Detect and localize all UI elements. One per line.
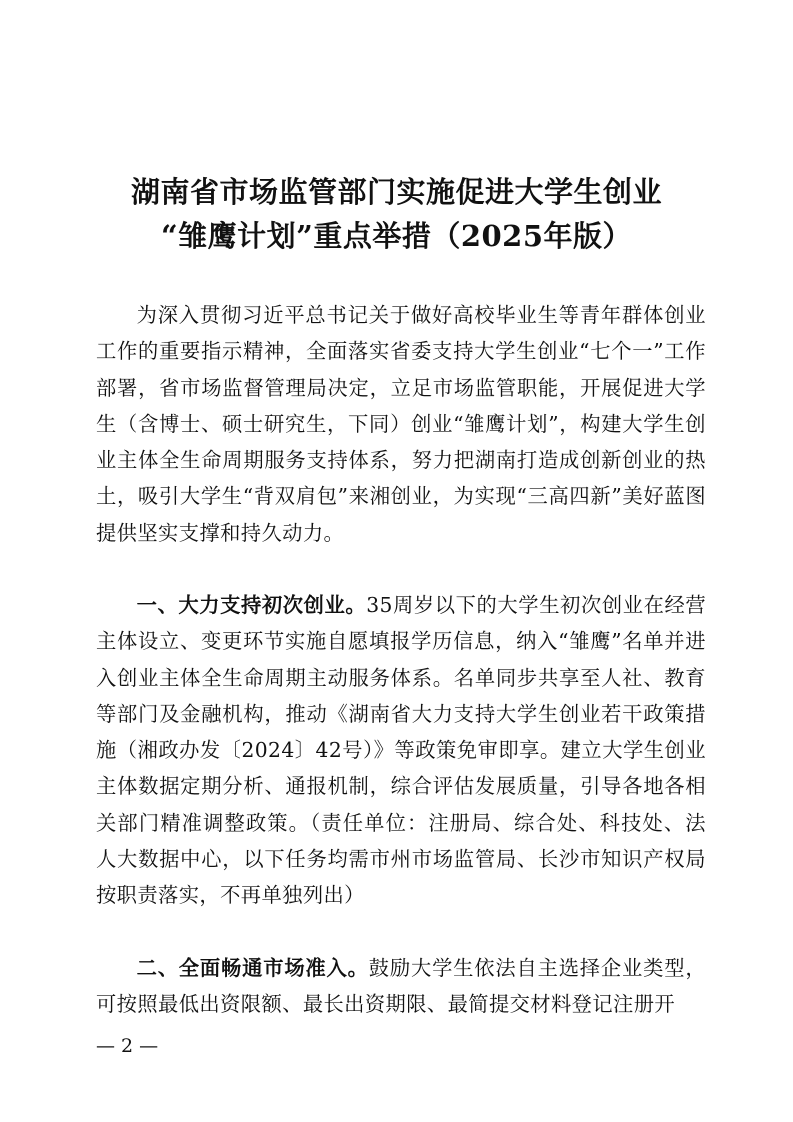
section-2-paragraph xyxy=(96,950,706,1023)
document-title-line-1: 湖南省市场监管部门实施促进大学生创业 xyxy=(130,175,662,209)
section-1-heading: 一、大力支持初次创业。 xyxy=(136,593,367,617)
section-1-text: 35周岁以下的大学生初次创业在经营主体设立、变更环节实施自愿填报学历信息，纳入“雏鹰”名单并进入创业主体全生命周期主动服务体系。名单同步共享至人社、教育等部门及金融机构，推动《湖南省大力支持大学生创业若干政策措施（湘政办发〔2024〕42号）》等政策免审即享。建立大学生创业主体数据定期分析、通报机制，综合评估发展质量，引导各地各相关部门精准调整政策。（责任单位：注册局、综合处、科技处、法人大数据中心，以下任务均需市州市场监管局、长沙市知识产权局按职责落实，不再单独列出） xyxy=(96,593,707,908)
intro-paragraph xyxy=(96,297,706,551)
page-number: — 2 — xyxy=(96,1035,159,1057)
document-title-line-2: “雏鹰计划”重点举措（2025年版） xyxy=(160,219,633,253)
section-2-text: 鼓励大学生依法自主选择企业类型，可按照最低出资限额、最长出资期限、最简提交材料登记注册开 xyxy=(96,956,706,1017)
section-2-heading: 二、全面畅通市场准入。 xyxy=(136,956,369,980)
section-1-paragraph xyxy=(96,587,706,914)
intro-paragraph-text: 为深入贯彻习近平总书记关于做好高校毕业生等青年群体创业工作的重要指示精神，全面落实省委支持大学生创业“七个一”工作部署，省市场监督管理局决定，立足市场监管职能，开展促进大学生（含博士、硕士研究生，下同）创业“雏鹰计划”，构建大学生创业主体全生命周期服务支持体系，努力把湖南打造成创新创业的热土，吸引大学生“背双肩包”来湘创业，为实现“三高四新”美好蓝图提供坚实支撑和持久动力。 xyxy=(96,303,706,545)
